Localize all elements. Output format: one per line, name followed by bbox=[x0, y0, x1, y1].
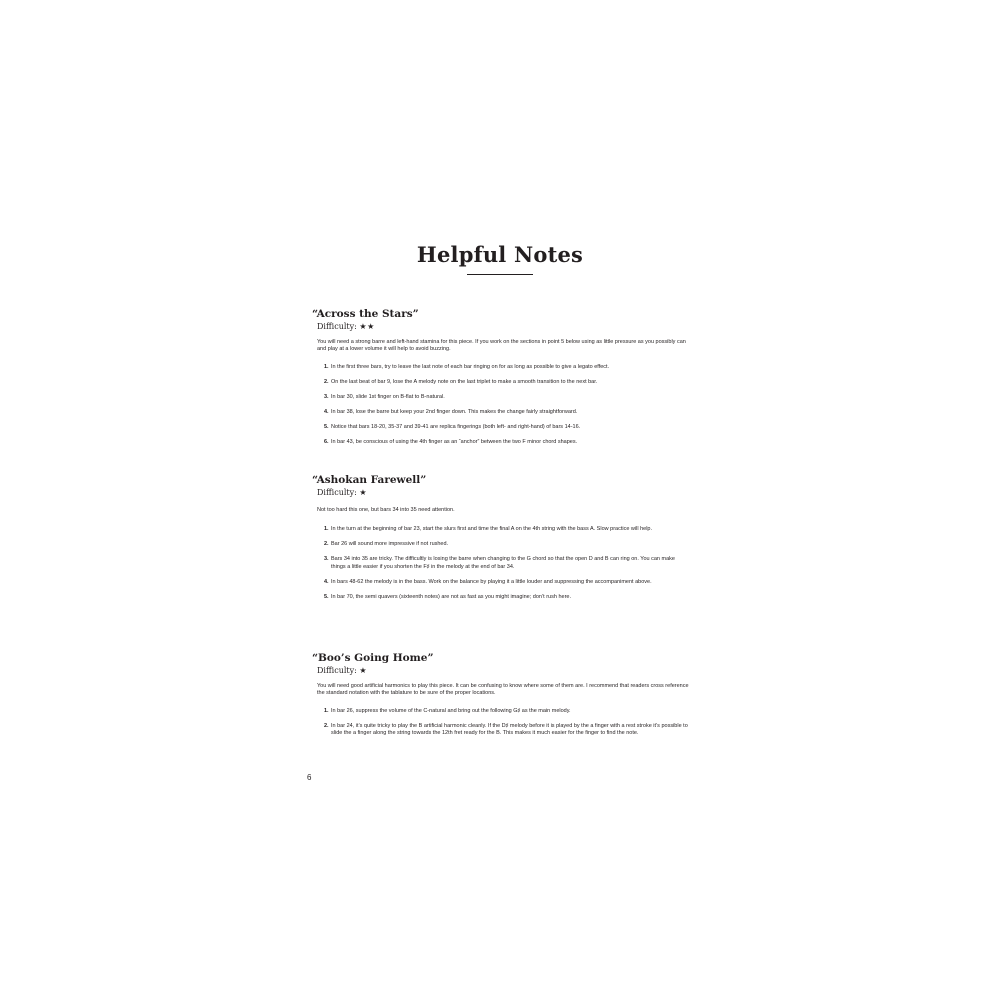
list-item bbox=[312, 424, 690, 431]
difficulty-label: Difficulty: bbox=[317, 666, 357, 675]
item-text: In bar 43, be conscious of using the 4th finger as an “anchor” between the two F minor chord shapes. bbox=[331, 438, 578, 445]
section-title: “Across the Stars” bbox=[312, 308, 419, 320]
section-title: “Ashokan Farewell” bbox=[312, 474, 427, 486]
item-number: 5. bbox=[324, 593, 329, 600]
item-number: 1. bbox=[324, 363, 329, 370]
list-item bbox=[312, 723, 690, 738]
item-number: 1. bbox=[324, 707, 329, 714]
list-item bbox=[312, 708, 690, 715]
notes-list bbox=[312, 708, 692, 738]
difficulty-rating bbox=[317, 487, 692, 498]
item-text: In bar 70, the semi quavers (sixteenth notes) are not as fast as you might imagine; don’t rush here. bbox=[331, 593, 571, 600]
list-item bbox=[312, 541, 690, 548]
section-ashokan-farewell bbox=[312, 474, 692, 601]
difficulty-stars-icon: ★ bbox=[359, 488, 368, 497]
difficulty-label: Difficulty: bbox=[317, 322, 357, 331]
difficulty-stars-icon: ★ bbox=[359, 666, 368, 675]
section-intro: Not too hard this one, but bars 34 into 35 need attention. bbox=[317, 507, 455, 513]
notes-list bbox=[312, 364, 692, 446]
item-text: In the first three bars, try to leave the last note of each bar ringing on for as long as possible to give a legato effect. bbox=[331, 363, 610, 370]
section-intro: You will need good artificial harmonics to play this piece. It can be confusing to know where some of them are. I recommend that readers cross reference the standard notation with the tablature to be sure of the proper locations. bbox=[317, 683, 689, 697]
difficulty-label: Difficulty: bbox=[317, 488, 357, 497]
difficulty-stars-icon: ★★ bbox=[359, 322, 375, 331]
item-number: 4. bbox=[324, 578, 329, 585]
list-item bbox=[312, 526, 690, 533]
title-underline bbox=[467, 274, 533, 275]
item-number: 4. bbox=[324, 408, 329, 415]
list-item bbox=[312, 579, 690, 586]
list-item bbox=[312, 379, 690, 386]
page-title: Helpful Notes bbox=[416, 242, 584, 267]
item-number: 2. bbox=[324, 541, 329, 548]
list-item bbox=[312, 594, 690, 601]
list-item bbox=[312, 556, 690, 571]
item-text: Bars 34 into 35 are tricky. The difficultly is losing the barre when changing to the G chord so that the open D and B can ring on. You can make things a little easier if you shorten the F♯ in the melody at the end of bar 34. bbox=[331, 556, 675, 570]
item-text: In bars 48-62 the melody is in the bass. Work on the balance by playing it a little louder and suppressing the accompaniment above. bbox=[331, 578, 652, 585]
item-text: In bar 30, slide 1st finger on B-flat to B-natural. bbox=[331, 393, 445, 400]
item-text: Bar 26 will sound more impressive if not rushed. bbox=[331, 541, 449, 548]
item-text: In bar 24, it’s quite tricky to play the B artificial harmonic cleanly. If the D♯ melody before it is played by the a finger with a rest stroke it’s possible to slide the a finger along the string towards the 12th fret ready for the B. This makes it much easier for the finger to find the note. bbox=[331, 722, 688, 737]
item-text: In the turn at the beginning of bar 23, start the slurs first and time the final A on the 4th string with the bass A. Slow practice will help. bbox=[331, 526, 653, 533]
section-title: “Boo’s Going Home” bbox=[312, 652, 434, 664]
difficulty-rating bbox=[317, 665, 692, 676]
section-across-the-stars bbox=[312, 308, 692, 446]
list-item bbox=[312, 409, 690, 416]
list-item bbox=[312, 439, 690, 446]
item-number: 3. bbox=[324, 393, 329, 400]
section-intro: You will need a strong barre and left-hand stamina for this piece. If you work on the sections in point 5 below using as little pressure as you possibly can and play at a lower volume it will help to avoid buzzing. bbox=[317, 339, 686, 353]
item-text: On the last beat of bar 9, lose the A melody note on the last triplet to make a smooth transition to the next bar. bbox=[331, 378, 598, 385]
notes-list bbox=[312, 526, 692, 601]
item-number: 2. bbox=[324, 378, 329, 385]
item-number: 6. bbox=[324, 438, 329, 445]
item-text: Notice that bars 18-20, 35-37 and 39-41 are replica fingerings (both left- and right-hand) of bars 14-16. bbox=[331, 423, 581, 430]
difficulty-rating bbox=[317, 321, 692, 332]
item-text: In bar 38, lose the barre but keep your 2nd finger down. This makes the change fairly straightforward. bbox=[331, 408, 578, 415]
item-number: 2. bbox=[324, 722, 329, 729]
item-text: In bar 26, suppress the volume of the C-natural and bring out the following G♯ as the main melody. bbox=[331, 707, 571, 714]
section-boos-going-home bbox=[312, 652, 692, 738]
item-number: 1. bbox=[324, 526, 329, 533]
item-number: 3. bbox=[324, 556, 329, 563]
item-number: 5. bbox=[324, 423, 329, 430]
list-item bbox=[312, 394, 690, 401]
list-item bbox=[312, 364, 690, 371]
page-number: 6 bbox=[307, 773, 312, 782]
